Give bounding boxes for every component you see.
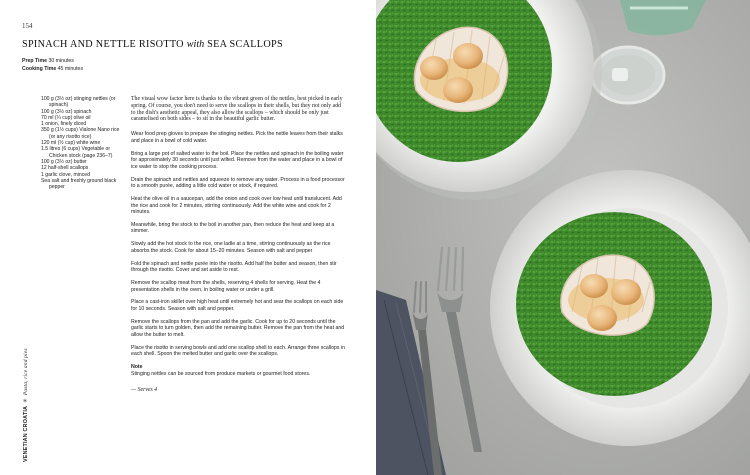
scallop	[580, 274, 608, 298]
serves-line: — Serves 4	[131, 387, 158, 394]
method-step: Drain the spinach and nettles and squeeze to remove any water. Process in a food processor to a smooth purée, adding a little cold water or stock, if required.	[131, 176, 345, 190]
prep-time: Prep Time 30 minutes	[22, 58, 74, 64]
running-head-book: VENETIAN CROATIA	[23, 405, 29, 462]
method-column	[131, 96, 345, 394]
method-step: Remove the scallop meat from the shells, reserving 4 shells for serving. Heat the 4 presentation shells in the oven, in boiling water or under a grill.	[131, 280, 321, 293]
scallop	[453, 43, 483, 69]
ingredient-item: 12 half-shell scallops	[41, 165, 89, 172]
method-step: Place the risotto in serving bowls and add one scallop shell to each. Arrange three scallops in each shell. Spoon the melted butter and garlic over the scallops.	[131, 344, 345, 358]
scallop	[443, 77, 473, 103]
ingredient-item: 1.5 litres (6 cups) Vegetable or Chicken stock (page 236–7)	[41, 146, 113, 159]
asterisk-icon: ✳	[23, 398, 29, 403]
page-number: 154	[22, 22, 33, 30]
cook-time: Cooking Time 45 minutes	[22, 66, 84, 72]
recipe-times	[22, 57, 83, 73]
glass-icon	[592, 47, 664, 103]
recipe-title-main: SPINACH AND NETTLE RISOTTO	[22, 39, 184, 50]
food-photo	[376, 0, 750, 475]
note-heading: Note	[131, 364, 143, 371]
scallop	[611, 279, 641, 305]
recipe-intro: The visual wow factor here is thanks to the vibrant green of the nettles, best picked in early spring. Of course, you don't need to serve the scallops in their shells, but they not only add to the dish's aesthetic appeal, they also allow the scallops – which should be only just caramelised on both sides – to sit in the beautiful garlic butter.	[131, 96, 343, 123]
ingredient-item: 1 onion, finely diced	[41, 121, 87, 128]
method-step: Fold the spinach and nettle purée into the risotto. Add half the butter and season, then stir through the risotto. Cover and set aside to rest.	[131, 260, 337, 274]
method-step: Heat the olive oil in a saucepan, add the onion and cook over low heat until translucent. Add the rice and cook for 2 minutes, stirring continuously. Add the white wine and cook for 2 minutes.	[131, 195, 342, 216]
recipe-title-tail: SEA SCALLOPS	[207, 39, 283, 50]
method-step: Slowly add the hot stock to the rice, one ladle at a time, stirring continuously as the rice absorbs the stock. Cook for about 15–20 minutes. Season with salt and pepper	[131, 241, 331, 254]
photo-page	[376, 0, 750, 475]
method-step: Bring a large pot of salted water to the boil. Place the nettles and spinach in the boiling water for approximately 30 seconds until just wilted. Remove from the water and place in a bowl of ice water to stop the cooking process.	[131, 150, 344, 170]
ingredient-item: 100 g (3½ oz) stinging nettles (or spinach)	[41, 96, 116, 109]
ingredient-item: 100 g (3½ oz) spinach	[41, 108, 92, 115]
method-step: Remove the scallops from the pan and add the garlic. Cook for up to 20 seconds until the garlic starts to turn golden, then add the remaining butter. Remove the pan from the heat and allow the butter to melt.	[131, 318, 345, 338]
recipe-title-connector: with	[186, 39, 205, 50]
ingredient-item: 70 ml (¼ cup) olive oil	[41, 114, 91, 121]
recipe-title	[22, 39, 362, 50]
note-text: Stinging nettles can be sourced from produce markets or gourmet food stores.	[131, 370, 311, 377]
method-step: Meanwhile, bring the stock to the boil in another pan, then reduce the heat and keep at a simmer.	[131, 221, 335, 235]
scallop	[420, 56, 448, 80]
ingredient-item: 1 garlic clove, minced	[41, 171, 90, 178]
scallop	[587, 305, 617, 331]
running-head-section: Pasta, rice and pies	[23, 348, 29, 396]
running-head	[11, 348, 29, 462]
method-step: Wear food prep gloves to prepare the stinging nettles. Pick the nettle leaves from their stalks and place in a bowl of cold water.	[131, 131, 343, 144]
ingredient-item: 120 ml (½ cup) white wine	[41, 140, 101, 147]
ingredient-item: Sea salt and freshly ground black pepper	[41, 177, 117, 191]
ingredient-item: 100 g (3½ oz) butter	[41, 158, 87, 165]
ingredient-item: 350 g (1½ cups) Vialone Nano rice (or any risotto rice)	[41, 127, 120, 140]
ingredient-list	[41, 96, 125, 190]
method-step: Place a cast-iron skillet over high heat until extremely hot and sear the scallops on each side for 10 seconds. Season with salt and pepper.	[131, 299, 344, 312]
